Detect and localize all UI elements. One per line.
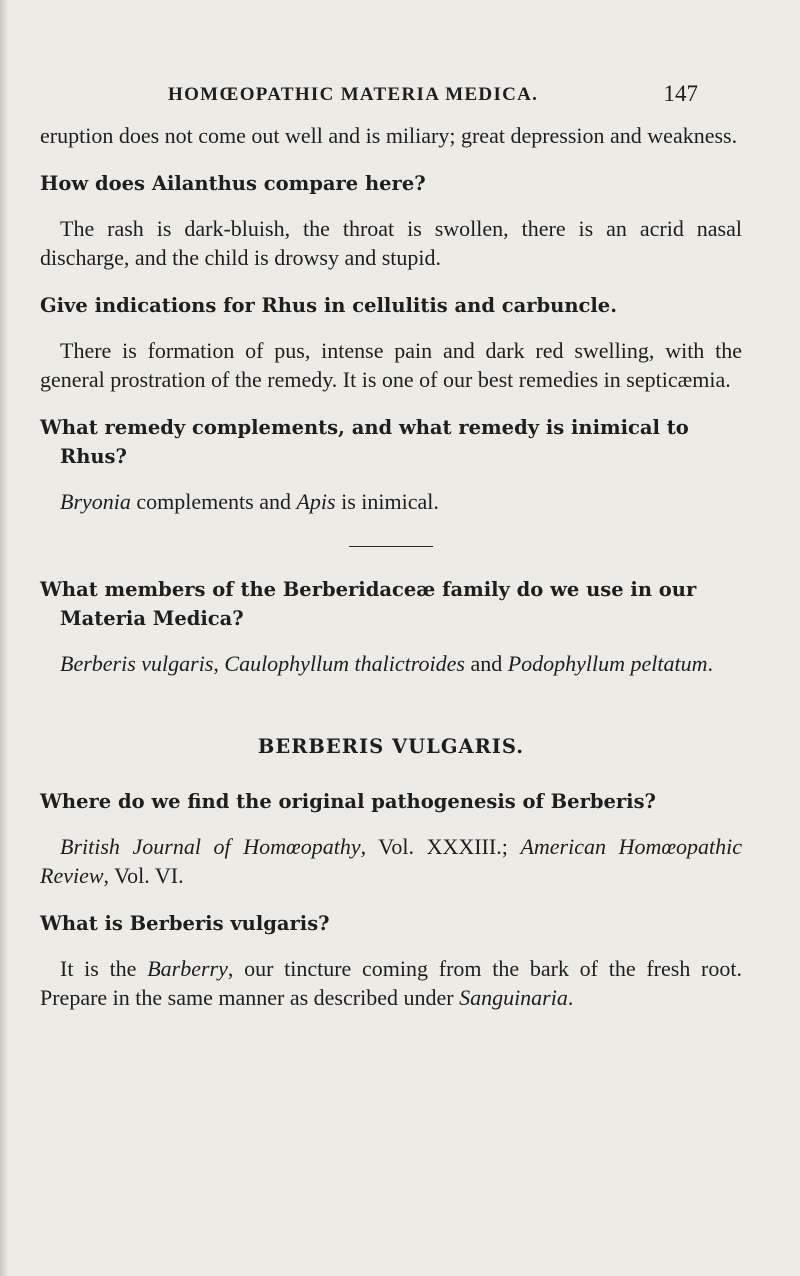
answer-text: , Vol. VI.	[103, 863, 184, 888]
journal-title: British Journal of Homœopathy	[60, 834, 361, 859]
running-header	[40, 82, 760, 112]
answer-text: , our tincture coming from the bark of the fresh root. Prepare in the same manner as described under	[40, 956, 742, 1010]
answer-text: It is the	[60, 956, 148, 981]
answer-text: .	[567, 985, 574, 1010]
question-rhus-complements: What remedy complements, and what remedy is inimical to Rhus?	[40, 416, 689, 468]
answer-rhus-complements	[40, 487, 742, 516]
common-name-barberry: Barberry	[147, 956, 228, 981]
question-rhus-indications: Give indications for Rhus in cellulitis and carbuncle.	[40, 294, 618, 317]
answer-text: and	[464, 651, 508, 676]
page-number: 147	[663, 81, 698, 106]
answer-text: , Vol. XXXIII.;	[360, 834, 521, 859]
question-berberis-definition: What is Berberis vulgaris?	[40, 912, 330, 935]
remedy-berberis: Berberis vulgaris	[60, 651, 214, 676]
page-body	[40, 121, 742, 1012]
page-edge-shadow	[0, 0, 8, 1276]
journal-title: American Homœopathic Review	[40, 834, 743, 888]
answer-text: .	[707, 651, 714, 676]
remedy-caulophyllum: Caulophyllum thalictroides	[224, 651, 465, 676]
question-pathogenesis: Where do we find the original pathogenesis of Berberis?	[40, 790, 656, 813]
answer-rhus-indications: There is formation of pus, intense pain and dark red swelling, with the general prostration of the remedy. It is one of our best remedies in septicæmia.	[40, 338, 742, 392]
answer-ailanthus: The rash is dark-bluish, the throat is swollen, there is an acrid nasal discharge, and the child is drowsy and stupid.	[40, 216, 742, 270]
book-page	[40, 0, 760, 1276]
answer-text: ,	[213, 651, 225, 676]
question-berberidaceae: What members of the Berberidaceæ family do we use in our Materia Medica?	[40, 578, 697, 630]
remedy-bryonia: Bryonia	[60, 489, 131, 514]
answer-pathogenesis	[40, 832, 742, 890]
answer-berberidaceae	[40, 649, 742, 678]
answer-text: complements and	[130, 489, 297, 514]
answer-berberis-definition	[40, 954, 742, 1012]
remedy-apis: Apis	[296, 489, 336, 514]
remedy-podophyllum: Podophyllum peltatum	[507, 651, 708, 676]
answer-text: is inimical.	[335, 489, 439, 514]
running-title: HOMŒOPATHIC MATERIA MEDICA.	[168, 84, 539, 105]
remedy-sanguinaria: Sanguinaria	[459, 985, 568, 1010]
continuation-paragraph: eruption does not come out well and is miliary; great depression and weakness.	[40, 123, 738, 148]
section-divider	[349, 546, 433, 547]
question-ailanthus: How does Ailanthus compare here?	[40, 172, 426, 195]
section-heading: BERBERIS VULGARIS.	[257, 735, 525, 758]
